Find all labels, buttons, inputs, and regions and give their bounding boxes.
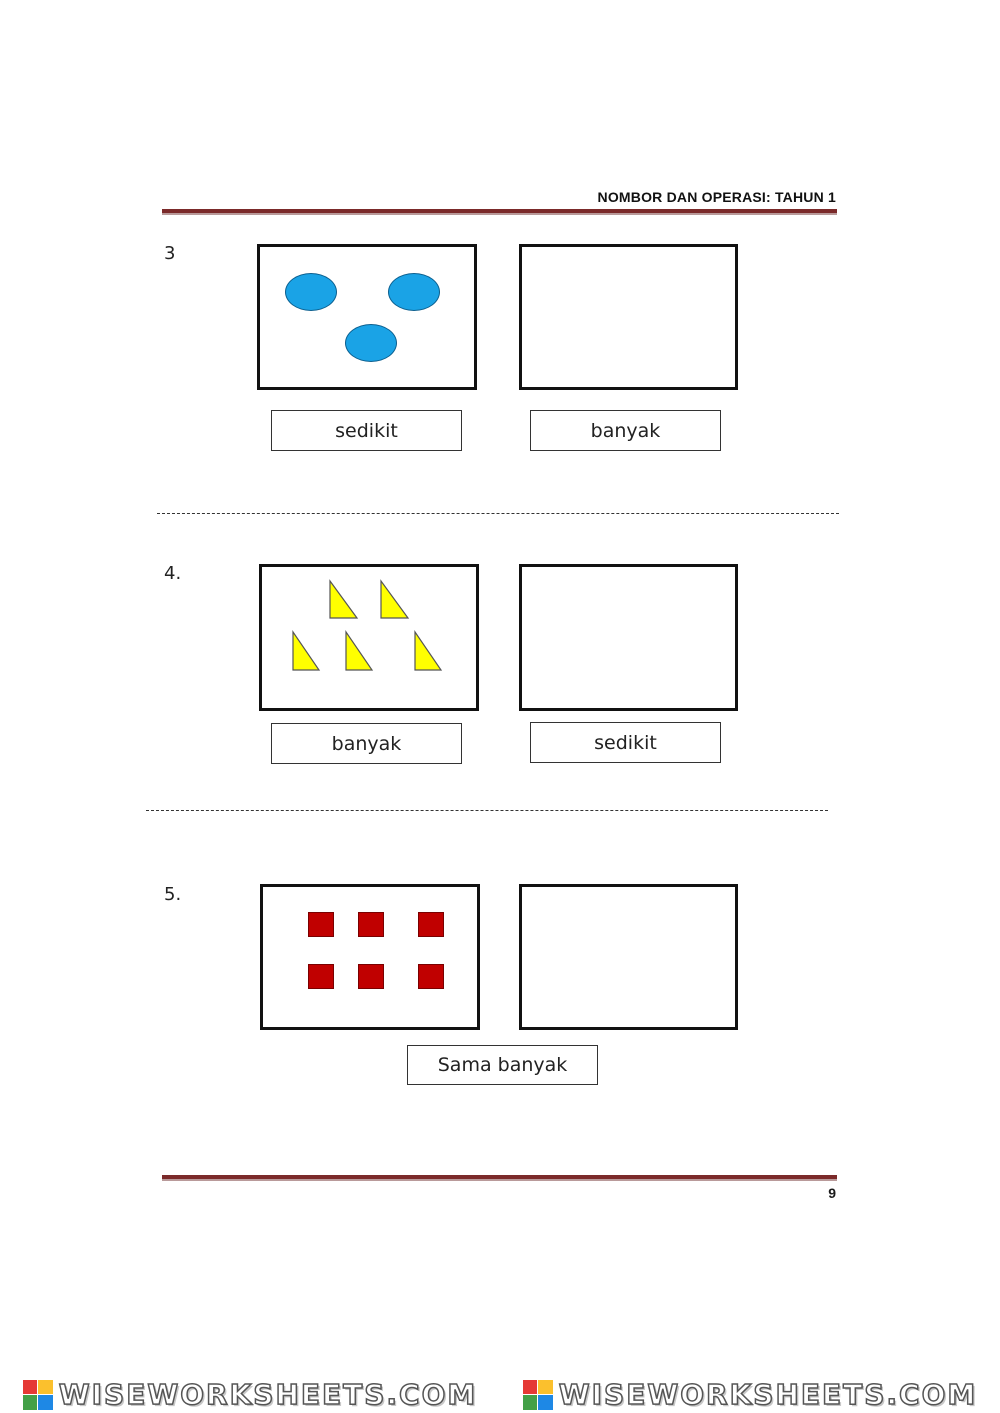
option-label[interactable]: sedikit	[271, 410, 462, 451]
picture-frame	[259, 564, 479, 711]
answer-drop-box[interactable]	[519, 884, 738, 1030]
blue-ellipse	[388, 273, 440, 311]
section-divider	[157, 513, 839, 514]
red-square	[358, 912, 384, 937]
option-label[interactable]: banyak	[271, 723, 462, 764]
section-divider	[146, 810, 828, 811]
triangles-group	[262, 567, 476, 708]
red-square	[308, 964, 334, 989]
blue-ellipse	[285, 273, 337, 311]
answer-drop-box[interactable]	[519, 564, 738, 711]
watermark-text: WISEWORKSHEETS.COM	[58, 1378, 478, 1411]
picture-frame	[260, 884, 480, 1030]
header-rule	[162, 209, 837, 215]
red-square	[358, 964, 384, 989]
answer-drop-box[interactable]	[519, 244, 738, 390]
yellow-triangle	[381, 581, 408, 618]
watermark-strip	[0, 1376, 1000, 1413]
red-square	[418, 964, 444, 989]
yellow-triangle	[293, 632, 319, 670]
watermark-unit	[23, 1378, 478, 1411]
option-label[interactable]: banyak	[530, 410, 721, 451]
watermark-text: WISEWORKSHEETS.COM	[558, 1378, 978, 1411]
blue-ellipse	[345, 324, 397, 362]
red-square	[308, 912, 334, 937]
yellow-triangle	[346, 632, 372, 670]
option-label[interactable]: sedikit	[530, 722, 721, 763]
question-number: 4.	[164, 563, 182, 584]
yellow-triangle	[415, 632, 441, 670]
question-number: 5.	[164, 884, 182, 905]
picture-frame	[257, 244, 477, 390]
page-header-title: NOMBOR DAN OPERASI: TAHUN 1	[597, 189, 836, 205]
watermark-logo-icon	[523, 1380, 553, 1410]
watermark-logo-icon	[23, 1380, 53, 1410]
question-number: 3	[164, 243, 176, 264]
option-label[interactable]: Sama banyak	[407, 1045, 598, 1085]
footer-rule	[162, 1175, 837, 1181]
yellow-triangle	[330, 581, 357, 618]
watermark-unit	[523, 1378, 978, 1411]
page-number: 9	[828, 1185, 836, 1201]
red-square	[418, 912, 444, 937]
